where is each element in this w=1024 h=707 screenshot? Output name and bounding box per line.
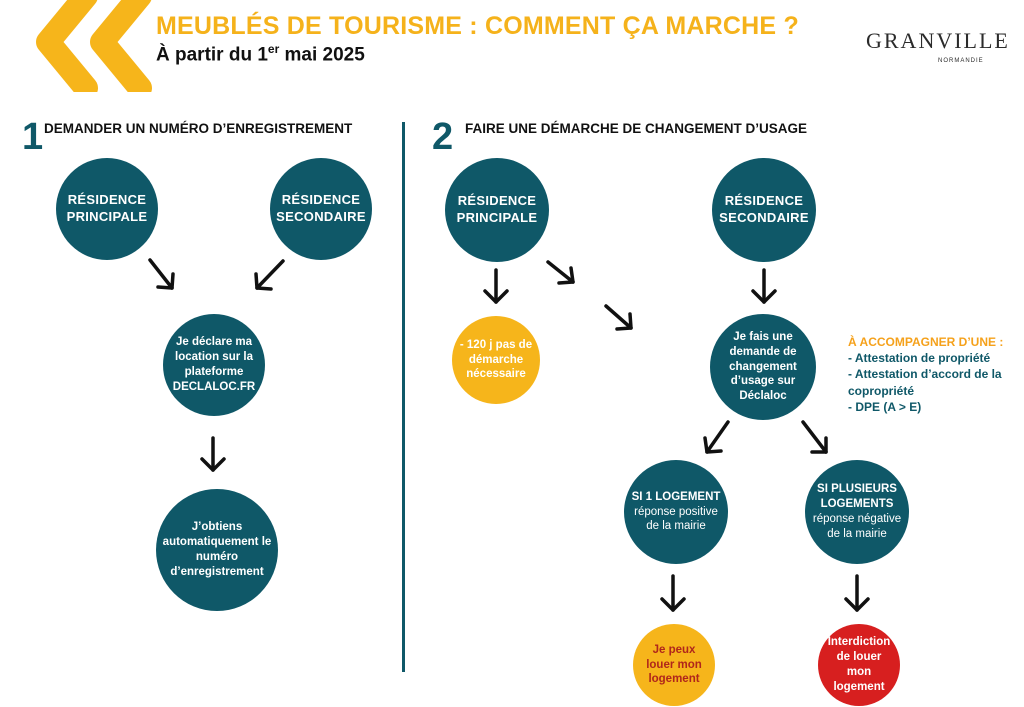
logo-word: GRANVILLE: [866, 28, 1010, 53]
step-2-number: 2: [432, 116, 454, 158]
page-title: MEUBLÉS DE TOURISME : COMMENT ÇA MARCHE ?: [156, 12, 799, 40]
s2-un-logement: [624, 460, 728, 564]
s1-residence-secondaire: RÉSIDENCE SECONDAIRE: [270, 158, 372, 260]
arrow-down-left-icon: [705, 422, 728, 452]
arrow-down-left-icon: [256, 261, 283, 289]
granville-logo: [866, 18, 1010, 74]
logo-subtitle: NORMANDIE: [938, 58, 984, 64]
s2-plusieurs-logements: [805, 460, 909, 564]
step-1-number: 1: [22, 116, 44, 158]
note-title: À ACCOMPAGNER D’UNE :: [848, 335, 1004, 349]
arrow-down-icon: [662, 576, 684, 610]
s1-residence-principale: RÉSIDENCE PRINCIPALE: [56, 158, 158, 260]
arrow-down-icon: [202, 438, 224, 470]
s2-interdiction-louer: Interdiction de louer mon logement: [818, 624, 900, 706]
s1-declaration-declaloc: Je déclare ma location sur la plateforme DECLALOC.FR: [163, 314, 265, 416]
arrow-down-right-icon: [606, 306, 631, 329]
note-item: - DPE (A > E): [848, 399, 922, 414]
arrow-down-icon: [846, 576, 868, 610]
arrow-down-right-icon: [803, 422, 826, 452]
section-divider: [402, 122, 405, 672]
s1-obtention-numero: J’obtiens automatiquement le numéro d’enregistrement: [156, 489, 278, 611]
s2-residence-secondaire: RÉSIDENCE SECONDAIRE: [712, 158, 816, 262]
note-item: - Attestation d’accord de la copropriété: [848, 367, 1002, 398]
double-chevron-left-icon: [28, 0, 158, 92]
s2-moins-120-jours: - 120 j pas de démarche nécessaire: [452, 316, 540, 404]
step-1-title: DEMANDER UN NUMÉRO D’ENREGISTREMENT: [44, 121, 353, 136]
s2-un-logement-head: SI 1 LOGEMENT: [631, 490, 721, 503]
s2-plusieurs-logements-head: SI PLUSIEURS LOGEMENTS: [817, 483, 897, 511]
s2-plusieurs-logements-body: réponse négative de la mairie: [812, 513, 902, 540]
s2-arrows: [0, 0, 1, 1]
page-subtitle: À partir du 1er mai 2025: [156, 42, 365, 66]
s2-demande-changement-usage: Je fais une demande de changement d’usage sur Déclaloc: [710, 314, 816, 420]
s2-je-peux-louer: Je peux louer mon logement: [633, 624, 715, 706]
note-item: - Attestation de propriété: [848, 351, 991, 366]
arrow-down-icon: [753, 270, 775, 302]
arrow-down-right-icon: [548, 262, 573, 283]
arrow-down-right-icon: [150, 260, 173, 288]
s2-un-logement-body: réponse positive de la mairie: [634, 505, 718, 533]
step-2-title: FAIRE UNE DÉMARCHE DE CHANGEMENT D’USAGE: [465, 121, 808, 136]
s2-note-accompagner: [848, 334, 1008, 415]
s2-residence-principale: RÉSIDENCE PRINCIPALE: [445, 158, 549, 262]
arrow-down-icon: [485, 270, 507, 302]
